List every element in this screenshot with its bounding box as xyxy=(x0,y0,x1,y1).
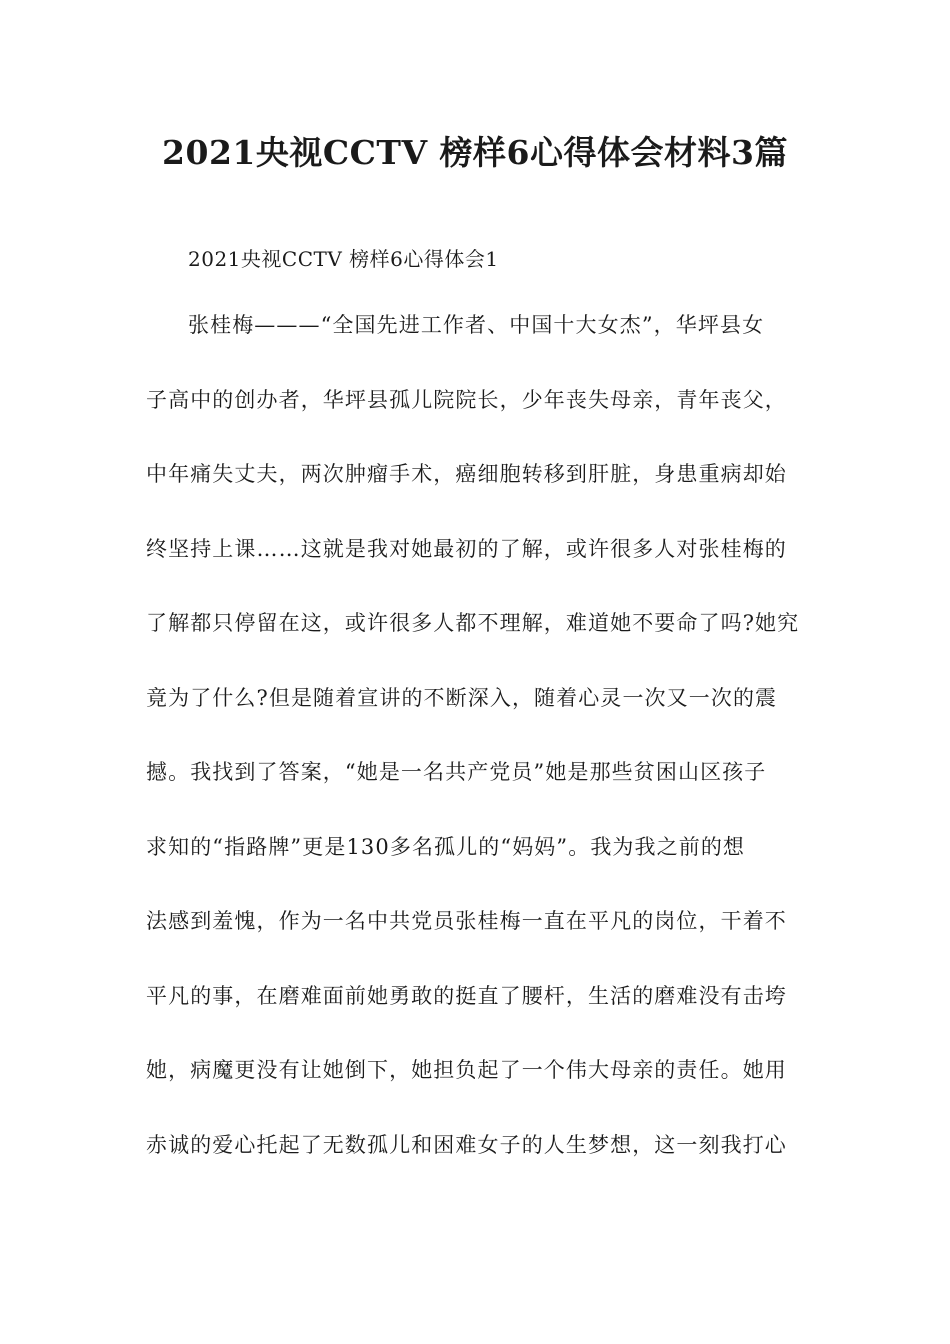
paragraph xyxy=(146,305,806,1199)
paragraph-line: 终坚持上课……这就是我对她最初的了解，或许很多人对张桂梅的 xyxy=(146,536,787,561)
paragraph-line: 子高中的创办者，华坪县孤儿院院长，少年丧失母亲，青年丧父， xyxy=(146,387,787,412)
paragraph-line: 法感到羞愧，作为一名中共党员张桂梅一直在平凡的岗位，干着不 xyxy=(146,909,787,933)
paragraph-line: 求知的“指路牌”更是130多名孤儿的“妈妈”。我为我之前的想 xyxy=(146,834,746,859)
paragraph-line: 她，病魔更没有让她倒下，她担负起了一个伟大母亲的责任。她用 xyxy=(146,1058,787,1082)
paragraph-line: 中年痛失丈夫，两次肿瘤手术，癌细胞转移到肝脏，身患重病却始 xyxy=(146,462,787,486)
paragraph-line: 竟为了什么?但是随着宣讲的不断深入，随着心灵一次又一次的震 xyxy=(146,685,778,710)
paragraph-line: 张桂梅———“全国先进工作者、中国十大女杰”，华坪县女 xyxy=(188,313,765,337)
paragraph-line: 撼。我找到了答案，“她是一名共产党员”她是那些贫困山区孩子 xyxy=(146,760,767,784)
paragraph-line: 了解都只停留在这，或许很多人都不理解，难道她不要命了吗?她究 xyxy=(146,611,800,635)
document-title: 2021央视CCTV 榜样6心得体会材料3篇 xyxy=(162,133,788,172)
paragraph-line: 赤诚的爱心托起了无数孤儿和困难女子的人生梦想，这一刻我打心 xyxy=(146,1132,787,1157)
section-heading: 2021央视CCTV 榜样6心得体会1 xyxy=(188,247,499,271)
paragraph-line: 平凡的事，在磨难面前她勇敢的挺直了腰杆，生活的磨难没有击垮 xyxy=(146,983,787,1008)
